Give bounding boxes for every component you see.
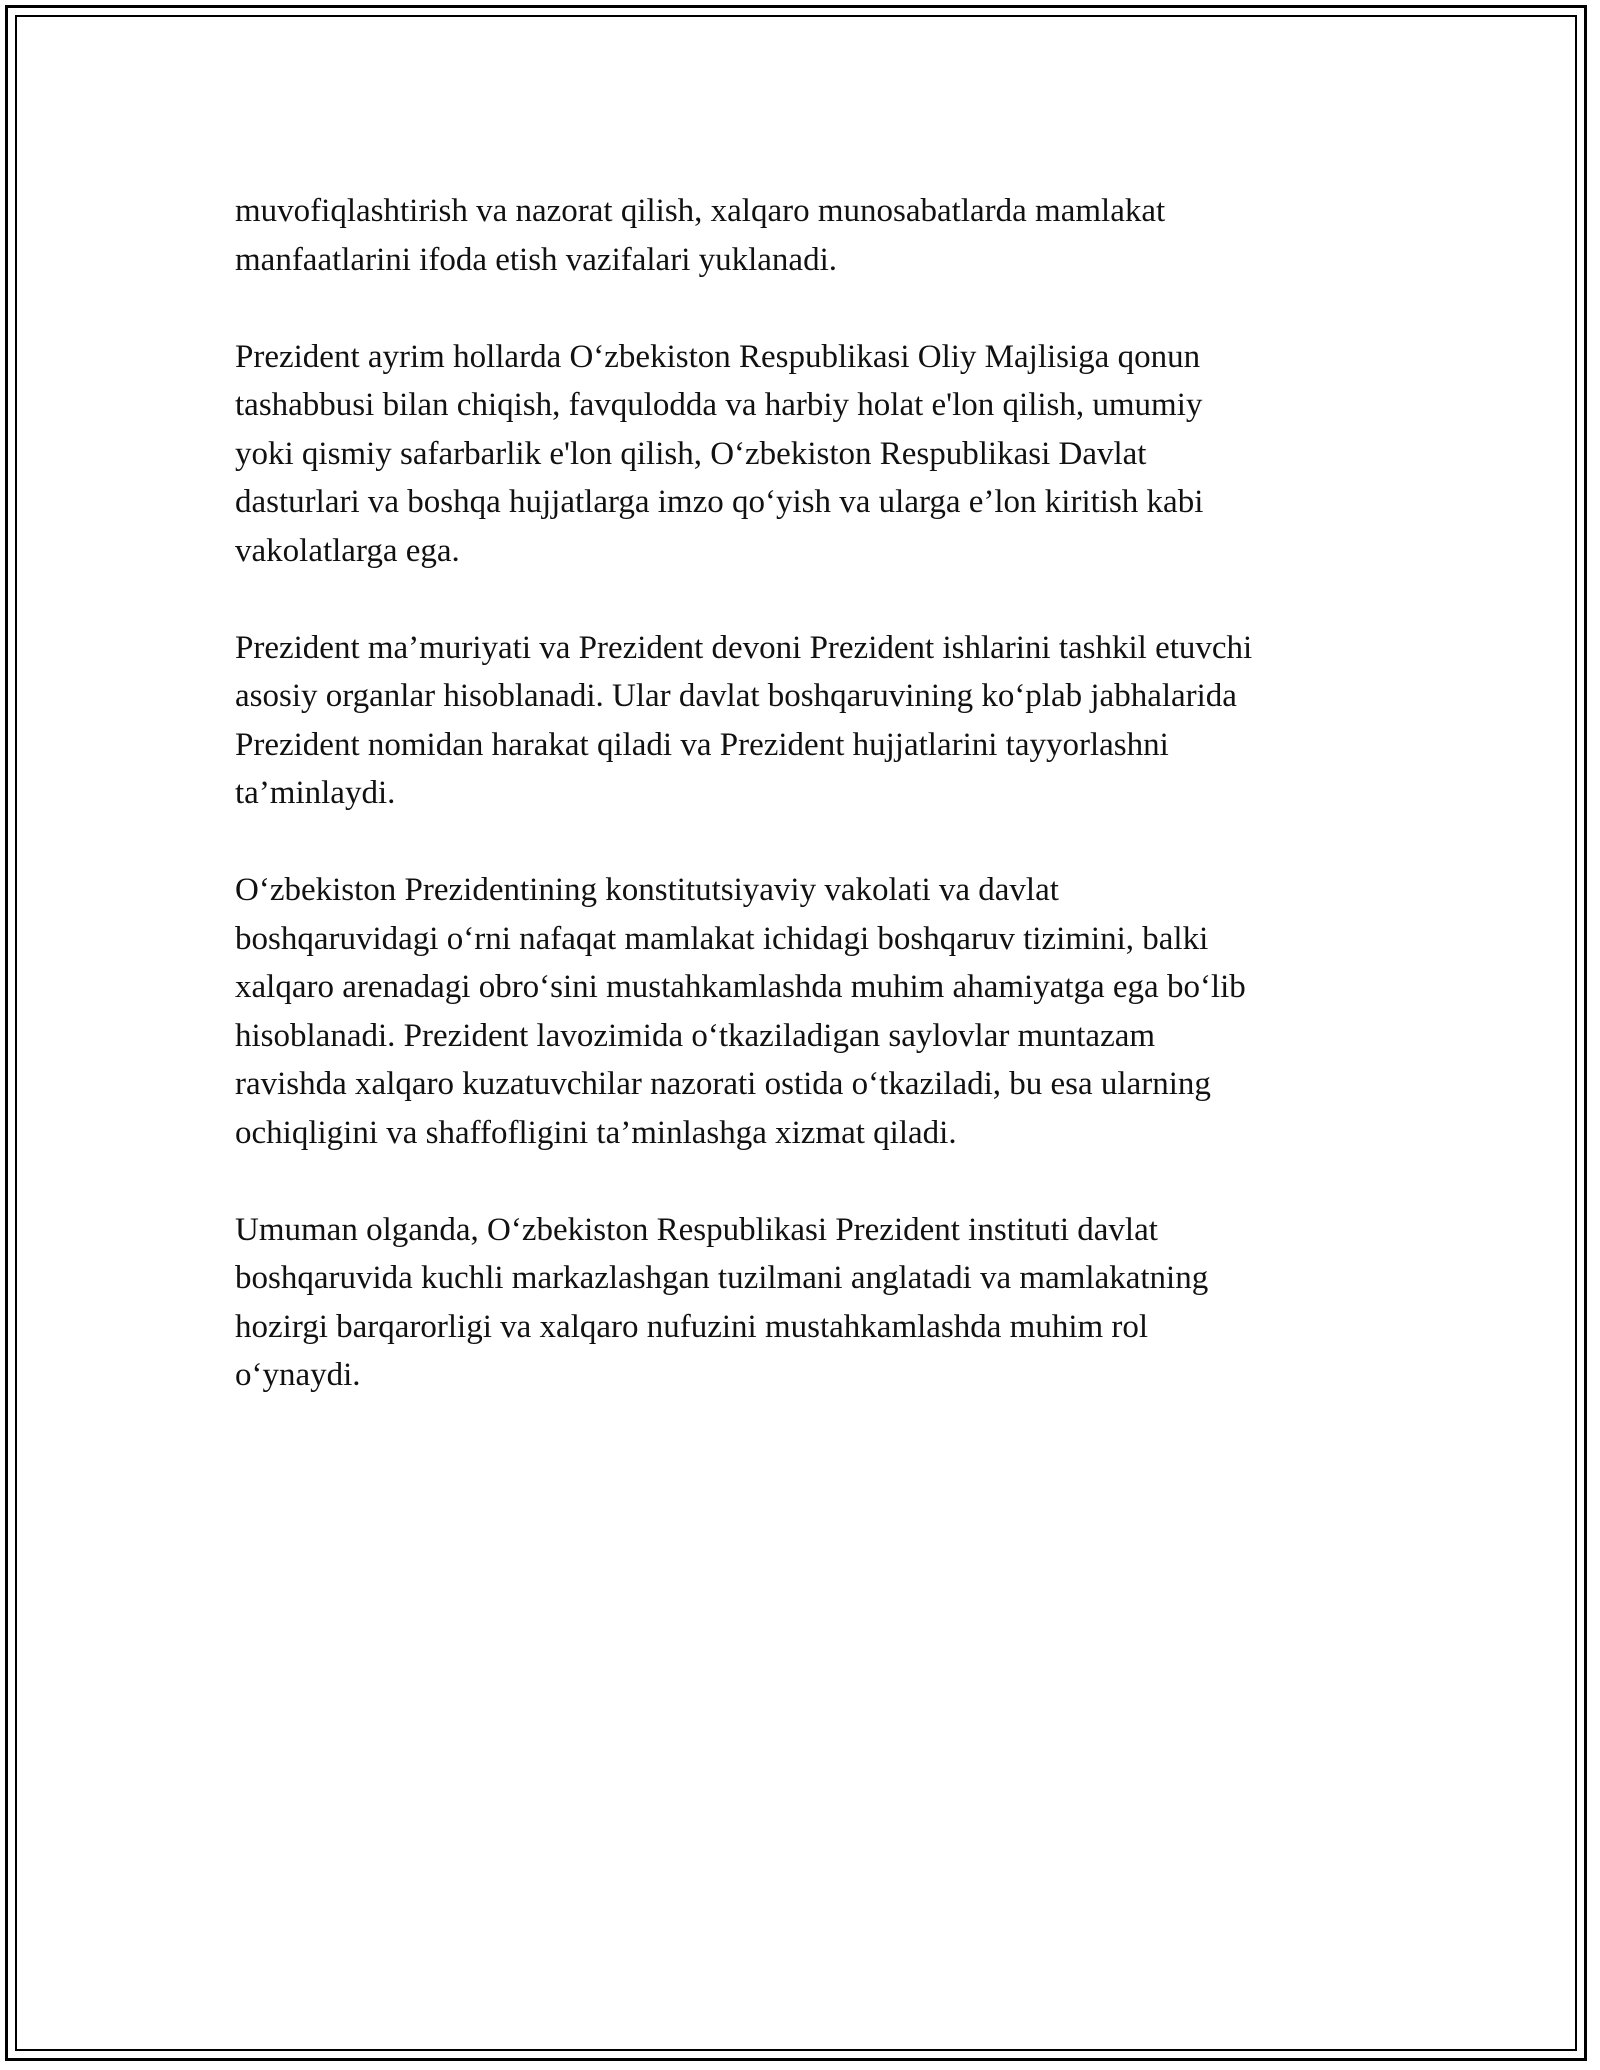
- paragraph-4: [235, 866, 1385, 1157]
- text-line: muvofiqlashtirish va nazorat qilish, xalqaro munosabatlarda mamlakat: [235, 193, 1166, 229]
- text-line: hisoblanadi. Prezident lavozimida o‘tkaziladigan saylovlar muntazam: [235, 1017, 1156, 1054]
- text-line: hozirgi barqarorligi va xalqaro nufuzini mustahkamlashda muhim rol: [235, 1308, 1149, 1345]
- text-line: manfaatlarini ifoda etish vazifalari yuklanadi.: [235, 241, 837, 278]
- paragraph-5: [235, 1206, 1385, 1400]
- text-line: Prezident nomidan harakat qiladi va Prezident hujjatlarini tayyorlashni: [235, 726, 1169, 763]
- paragraph-1: [235, 187, 1385, 284]
- text-line: Prezident ayrim hollarda O‘zbekiston Respublikasi Oliy Majlisiga qonun: [235, 338, 1201, 375]
- text-line: Umuman olganda, O‘zbekiston Respublikasi Prezident instituti davlat: [235, 1211, 1158, 1248]
- text-line: yoki qismiy safarbarlik e'lon qilish, O‘zbekiston Respublikasi Davlat: [235, 435, 1147, 472]
- text-line: boshqaruvidagi o‘rni nafaqat mamlakat ichidagi boshqaruv tizimini, balki: [235, 920, 1209, 957]
- text-line: o‘ynaydi.: [235, 1357, 361, 1393]
- text-line: ta’minlaydi.: [235, 775, 396, 811]
- text-line: ravishda xalqaro kuzatuvchilar nazorati ostida o‘tkaziladi, bu esa ularning: [235, 1066, 1211, 1102]
- text-line: vakolatlarga ega.: [235, 532, 460, 569]
- paragraph-3: [235, 624, 1385, 818]
- text-line: dasturlari va boshqa hujjatlarga imzo qo‘yish va ularga e’lon kiritish kabi: [235, 484, 1204, 520]
- paragraph-2: [235, 333, 1385, 576]
- document-body: [235, 187, 1385, 1448]
- text-line: boshqaruvida kuchli markazlashgan tuzilmani anglatadi va mamlakatning: [235, 1260, 1209, 1296]
- text-line: tashabbusi bilan chiqish, favqulodda va harbiy holat e'lon qilish, umumiy: [235, 387, 1203, 423]
- text-line: Prezident ma’muriyati va Prezident devoni Prezident ishlarini tashkil etuvchi: [235, 629, 1253, 666]
- text-line: asosiy organlar hisoblanadi. Ular davlat boshqaruvining ko‘plab jabhalarida: [235, 678, 1237, 714]
- text-line: ochiqligini va shaffofligini ta’minlashga xizmat qiladi.: [235, 1114, 957, 1151]
- text-line: O‘zbekiston Prezidentining konstitutsiyaviy vakolati va davlat: [235, 872, 1059, 908]
- text-line: xalqaro arenadagi obro‘sini mustahkamlashda muhim ahamiyatga ega bo‘lib: [235, 969, 1246, 1005]
